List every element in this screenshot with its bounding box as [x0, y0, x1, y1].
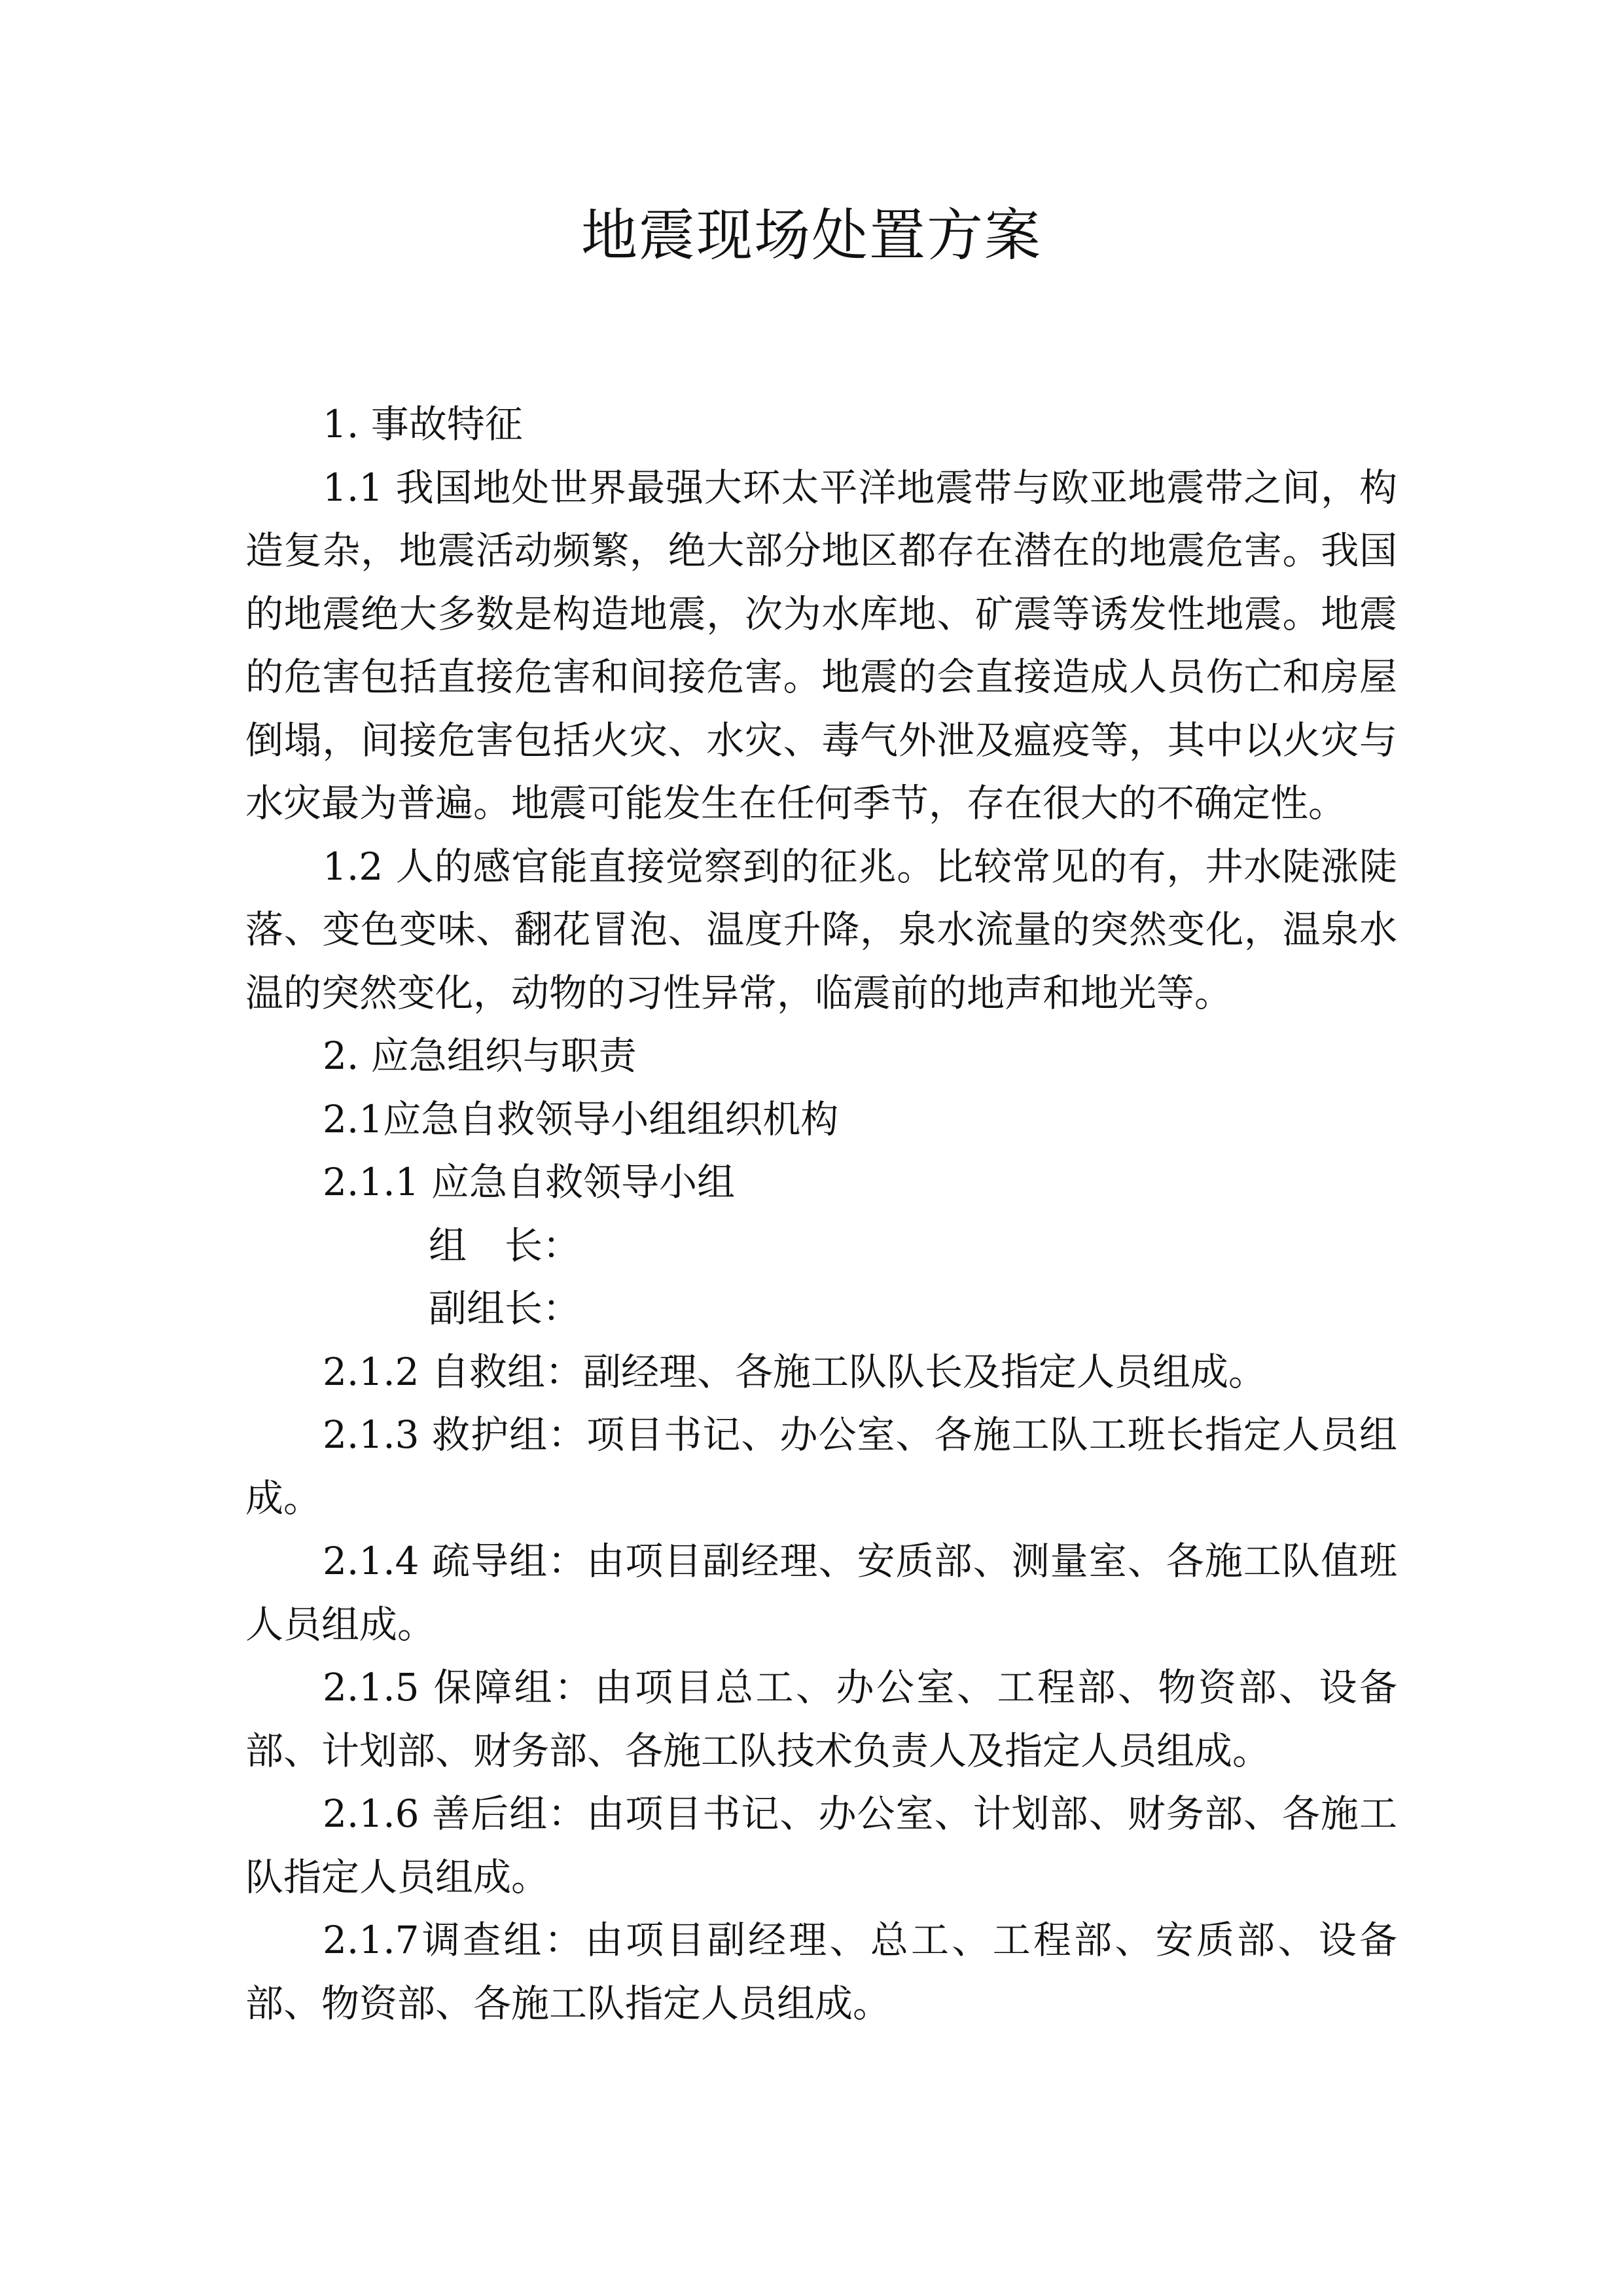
document-body — [245, 393, 1397, 2035]
paragraph-earthquake-hazard: 1.1 我国地处世界最强大环太平洋地震带与欧亚地震带之间，构造复杂，地震活动频繁，绝大部分地区都存在潜在的地震危害。我国的地震绝大多数是构造地震，次为水库地、矿震等诱发性地震。地震的危害包括直接危害和间接危害。地震的会直接造成人员伤亡和房屋倒塌，间接危害包括火灾、水灾、毒气外泄及瘟疫等，其中以火灾与水灾最为普遍。地震可能发生在任何季节，存在很大的不确定性。 — [245, 465, 1397, 825]
paragraph-evacuation-group: 2.1.4 疏导组：由项目副经理、安质部、测量室、各施工队值班人员组成。 — [245, 1539, 1397, 1647]
section-heading-accident-features: 1. 事故特征 — [323, 402, 523, 446]
paragraph-support-group: 2.1.5 保障组：由项目总工、办公室、工程部、物资部、设备部、计划部、财务部、各施工队技术负责人及指定人员组成。 — [245, 1665, 1397, 1773]
subsection-heading-leadership-group: 2.1.1 应急自救领导小组 — [323, 1160, 736, 1204]
paragraph-earthquake-signs: 1.2 人的感官能直接觉察到的征兆。比较常见的有，井水陡涨陡落、变色变味、翻花冒泡、温度升降，泉水流量的突然变化，温泉水温的突然变化，动物的习性异常，临震前的地声和地光等。 — [245, 844, 1397, 1015]
paragraph-investigation-group: 2.1.7调查组：由项目副经理、总工、工程部、安质部、设备部、物资部、各施工队指定人员组成。 — [245, 1918, 1397, 2026]
paragraph-rescue-group: 2.1.3 救护组：项目书记、办公室、各施工队工班长指定人员组成。 — [245, 1412, 1397, 1520]
section-heading-emergency-organization: 2. 应急组织与职责 — [323, 1033, 637, 1078]
document-title: 地震现场处置方案 — [581, 203, 1042, 268]
subsection-heading-organization-structure: 2.1应急自救领导小组组织机构 — [323, 1096, 839, 1141]
paragraph-aftermath-group: 2.1.6 善后组：由项目书记、办公室、计划部、财务部、各施工队指定人员组成。 — [245, 1791, 1397, 1899]
member-line-leader: 组 长： — [429, 1223, 581, 1268]
member-line-deputy-leader: 副组长： — [429, 1286, 581, 1331]
paragraph-self-rescue-group: 2.1.2 自救组：副经理、各施工队队长及指定人员组成。 — [323, 1349, 1267, 1394]
